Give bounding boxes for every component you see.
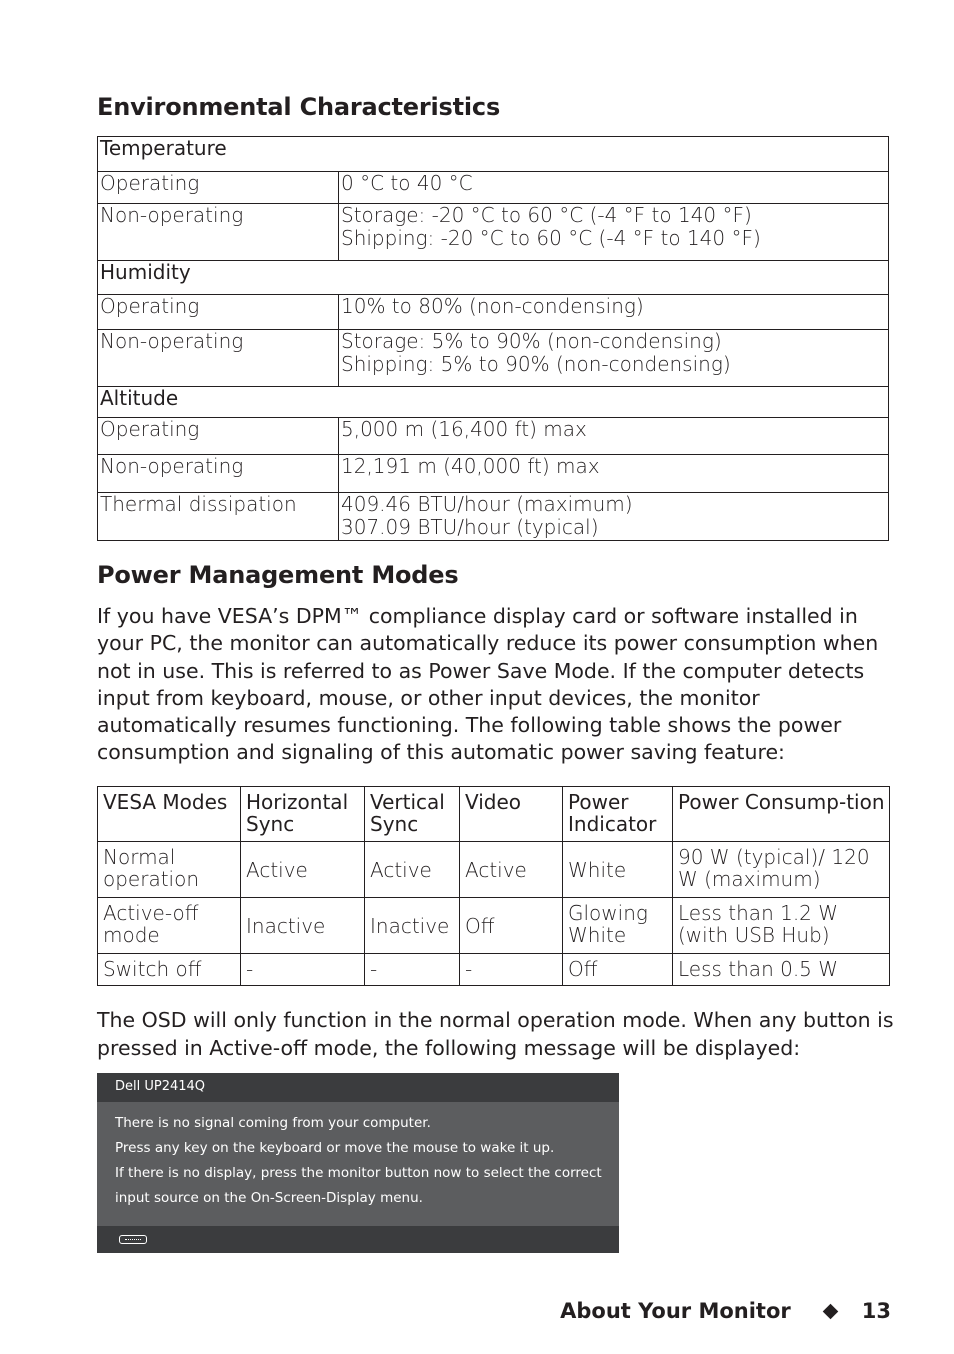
hum-nonop-value — [339, 330, 889, 387]
displayport-icon — [119, 1235, 147, 1244]
temp-nonop-label: Non-operating — [98, 204, 339, 261]
power-modes-table — [97, 786, 890, 986]
page-footer — [560, 1299, 891, 1323]
table-row — [98, 842, 890, 898]
temp-shipping: Shipping: -20 °C to 60 °C (-4 °F to 140 °F) — [341, 226, 761, 250]
table-cell: Less than 0.5 W — [673, 954, 890, 986]
hum-shipping: Shipping: 5% to 90% (non-condensing) — [341, 352, 731, 376]
table-cell: Glowing White — [563, 898, 673, 954]
table-row — [98, 898, 890, 954]
header-vertical-sync: Vertical Sync — [365, 787, 460, 842]
thermal-max: 409.46 BTU/hour (maximum) — [341, 492, 633, 516]
osd-footer — [97, 1226, 619, 1253]
temp-storage: Storage: -20 °C to 60 °C (-4 °F to 140 °F) — [341, 203, 752, 227]
osd-line: input source on the On-Screen-Display menu. — [115, 1190, 423, 1206]
temp-operating-value: 0 °C to 40 °C — [339, 172, 889, 204]
page-number: 13 — [861, 1299, 891, 1323]
alt-operating-label: Operating — [98, 418, 339, 455]
table-cell: Switch off — [98, 954, 241, 986]
header-vesa-modes: VESA Modes — [98, 787, 241, 842]
osd-title: Dell UP2414Q — [115, 1079, 206, 1094]
thermal-label: Thermal dissipation — [98, 493, 339, 541]
power-management-paragraph: If you have VESA’s DPM™ compliance display card or software installed in your PC, the monitor can automatically reduce its power consumption when not in use. This is referred to as Power Save Mode. If the computer detects input from keyboard, mouse, or other input devices, the monitor automatically resumes functioning. The following table shows the power consumption and signaling of this automatic power saving feature: — [97, 604, 879, 765]
table-cell: White — [563, 842, 673, 898]
header-video: Video — [460, 787, 563, 842]
thermal-value — [339, 493, 889, 541]
osd-line: Press any key on the keyboard or move the mouse to wake it up. — [115, 1140, 555, 1156]
table-cell: Normal operation — [98, 842, 241, 898]
table-cell: - — [460, 954, 563, 986]
osd-message — [115, 1111, 602, 1211]
temp-nonop-value — [339, 204, 889, 261]
header-power-consumption: Power Consump-tion — [673, 787, 890, 842]
table-cell: Active — [365, 842, 460, 898]
hum-nonop-label: Non-operating — [98, 330, 339, 387]
alt-operating-value: 5,000 m (16,400 ft) max — [339, 418, 889, 455]
osd-line: There is no signal coming from your computer. — [115, 1115, 431, 1131]
table-cell: - — [241, 954, 365, 986]
table-cell: Off — [460, 898, 563, 954]
header-horizontal-sync: Horizontal Sync — [241, 787, 365, 842]
osd-intro-paragraph: The OSD will only function in the normal operation mode. When any button is pressed in Active-off mode, the following message will be displayed: — [97, 1008, 894, 1060]
table-cell: 90 W (typical)/ 120 W (maximum) — [673, 842, 890, 898]
humidity-heading: Humidity — [98, 261, 889, 295]
header-power-indicator: Power Indicator — [563, 787, 673, 842]
osd-message-box — [97, 1073, 619, 1253]
thermal-typical: 307.09 BTU/hour (typical) — [341, 515, 599, 539]
altitude-heading: Altitude — [98, 387, 889, 418]
table-cell: Off — [563, 954, 673, 986]
table-row — [98, 954, 890, 986]
temperature-heading: Temperature — [98, 137, 889, 172]
diamond-icon — [822, 1303, 838, 1319]
hum-operating-value: 10% to 80% (non-condensing) — [339, 295, 889, 330]
temp-operating-label: Operating — [98, 172, 339, 204]
environmental-table — [97, 136, 889, 541]
power-management-title: Power Management Modes — [97, 561, 459, 589]
table-cell: Inactive — [241, 898, 365, 954]
table-cell: Active-off mode — [98, 898, 241, 954]
alt-nonop-label: Non-operating — [98, 455, 339, 493]
hum-storage: Storage: 5% to 90% (non-condensing) — [341, 329, 722, 353]
table-cell: Inactive — [365, 898, 460, 954]
environmental-title: Environmental Characteristics — [97, 93, 501, 121]
footer-section-title: About Your Monitor — [560, 1299, 791, 1323]
table-cell: Active — [241, 842, 365, 898]
osd-header — [97, 1073, 619, 1102]
table-cell: Less than 1.2 W (with USB Hub) — [673, 898, 890, 954]
table-cell: - — [365, 954, 460, 986]
alt-nonop-value: 12,191 m (40,000 ft) max — [339, 455, 889, 493]
hum-operating-label: Operating — [98, 295, 339, 330]
table-cell: Active — [460, 842, 563, 898]
osd-line: If there is no display, press the monitor button now to select the correct — [115, 1165, 602, 1181]
